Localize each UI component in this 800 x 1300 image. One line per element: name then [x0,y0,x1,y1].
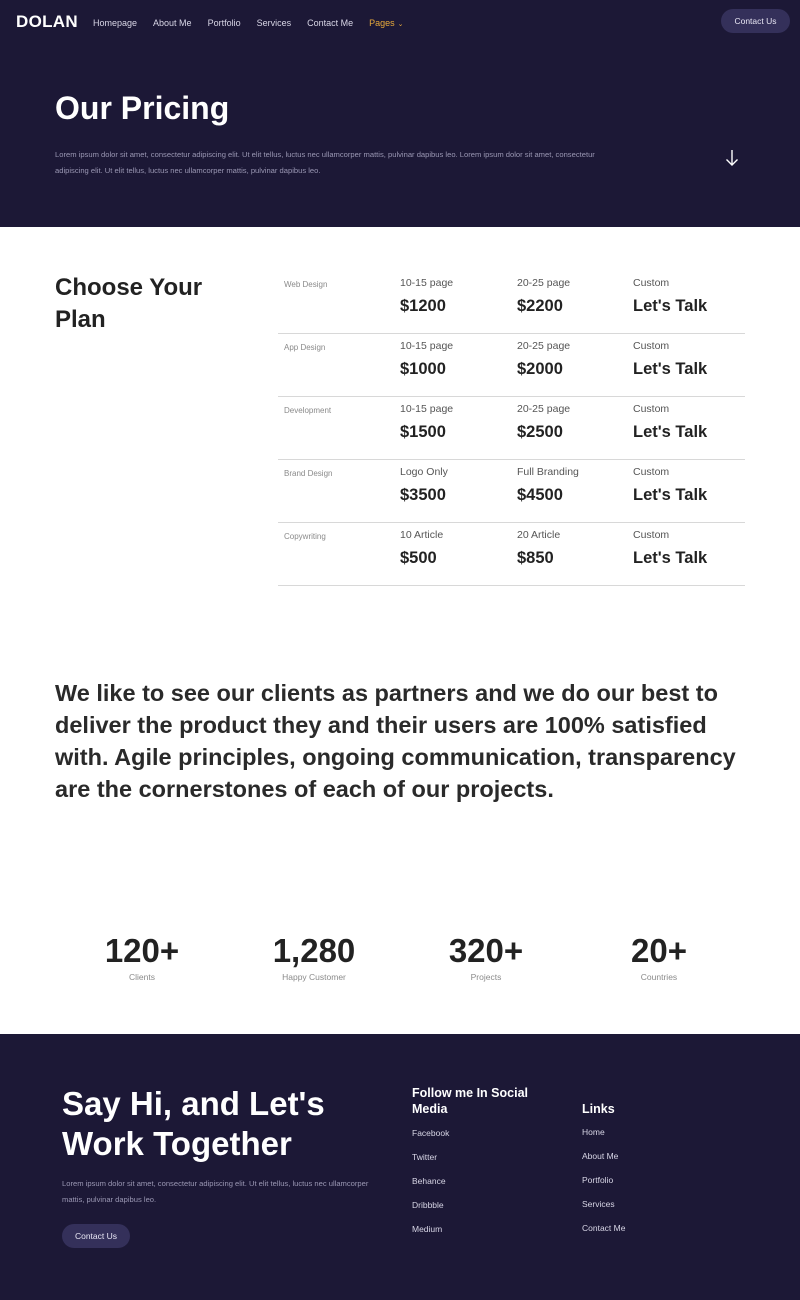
pricing-tier: 20 Article [517,529,561,541]
arrow-down-icon[interactable] [722,148,742,168]
pricing-tier: Full Branding [517,466,579,478]
footer-link-services[interactable]: Services [582,1199,615,1209]
pricing-tier: 20-25 page [517,277,571,289]
pricing-option [633,340,707,379]
social-link-dribbble[interactable]: Dribbble [412,1200,444,1210]
pricing-option [517,403,570,442]
footer [0,1034,800,1300]
footer-links-list [582,1126,625,1246]
pricing-amount: $1200 [400,297,446,315]
footer-link-home[interactable]: Home [582,1127,605,1137]
pricing-category: Development [284,406,332,415]
pricing-tier: Custom [633,277,670,289]
stat-label: Happy Customer [282,972,346,982]
stat-label: Projects [470,972,502,982]
pricing-option [517,340,570,379]
stat-value: 1,280 [272,932,356,969]
stat-projects [406,932,566,982]
contact-us-button[interactable]: Contact Us [721,9,790,33]
pricing-option [633,466,707,505]
pricing-category: Copywriting [284,532,326,541]
stat-clients [62,932,222,982]
footer-contact-us-button[interactable]: Contact Us [62,1224,130,1248]
logo[interactable]: DOLAN [16,12,78,31]
pricing-option [400,403,453,442]
pricing-amount: $1000 [400,360,446,378]
pricing-category: Web Design [284,280,328,289]
pricing-tier: 20-25 page [517,340,571,352]
pricing-table [278,271,745,586]
pricing-amount: Let's Talk [633,360,708,378]
social-link-twitter[interactable]: Twitter [412,1152,438,1162]
pricing-row-app-design [278,334,745,397]
pricing-tier: 10 Article [400,529,444,541]
footer-link-about-me[interactable]: About Me [582,1151,619,1161]
links-heading: Links [582,1102,615,1116]
statement-text: We like to see our clients as partners and we do our best to deliver the product they and their users are 100% satisfied with. Agile principles, ongoing communication, transparency are the cornerstones of each of our projects. [55,680,736,802]
nav-item-contact-me[interactable]: Contact Me [307,18,354,28]
pricing-tier: 20-25 page [517,403,571,415]
pricing-option [633,529,707,568]
pricing-tier: Custom [633,340,670,352]
pricing-option [400,466,448,505]
stat-happy-customer [234,932,394,982]
chevron-down-icon: ⌄ [397,21,404,28]
pricing-option [517,277,570,316]
pricing-tier: Custom [633,529,670,541]
pricing-amount: Let's Talk [633,297,708,315]
social-link-medium[interactable]: Medium [412,1224,443,1234]
pricing-row-brand-design [278,460,745,523]
footer-title: Say Hi, and Let's Work Together [62,1085,325,1162]
pricing-tier: 10-15 page [400,340,454,352]
footer-link-contact-me[interactable]: Contact Me [582,1223,626,1233]
pricing-amount: $2500 [517,423,563,441]
nav-item-pages[interactable] [369,17,403,31]
pricing-option [633,403,707,442]
nav-item-pages-label: Pages [369,18,395,28]
pricing-category: App Design [284,343,326,352]
pricing-category: Brand Design [284,469,333,478]
pricing-amount: $850 [517,549,554,567]
pricing-amount: $2200 [517,297,563,315]
page-title: Our Pricing [55,90,230,126]
footer-description: Lorem ipsum dolor sit amet, consectetur adipiscing elit. Ut elit tellus, luctus nec ullamcorper mattis, pulvinar dapibus leo. [62,1179,369,1204]
pricing-tier: Logo Only [400,466,448,478]
stat-value: 20+ [631,932,687,969]
pricing-amount: Let's Talk [633,486,708,504]
pricing-row-web-design [278,271,745,334]
pricing-option [517,529,560,568]
stat-label: Clients [129,972,155,982]
pricing-tier: Custom [633,466,670,478]
hero-section [0,0,800,227]
pricing-tier: 10-15 page [400,403,454,415]
main-nav [93,17,420,31]
pricing-option [400,277,453,316]
pricing-tier: Custom [633,403,670,415]
stat-value: 120+ [104,932,180,969]
pricing-amount: $4500 [517,486,563,504]
pricing-amount: Let's Talk [633,549,708,567]
pricing-amount: $2000 [517,360,563,378]
nav-item-homepage[interactable]: Homepage [93,18,138,28]
stat-countries [579,932,739,982]
pricing-amount: $1500 [400,423,446,441]
nav-item-portfolio[interactable]: Portfolio [207,18,241,28]
pricing-option [400,529,443,568]
social-link-facebook[interactable]: Facebook [412,1128,450,1138]
pricing-option [400,340,453,379]
nav-item-about-me[interactable]: About Me [153,18,192,28]
pricing-title: Choose Your Plan [55,274,203,333]
pricing-tier: 10-15 page [400,277,454,289]
pricing-row-development [278,397,745,460]
pricing-row-copywriting [278,523,745,586]
pricing-amount: $3500 [400,486,446,504]
social-heading: Follow me In Social Media [412,1086,528,1116]
hero-description: Lorem ipsum dolor sit amet, consectetur adipiscing elit. Ut elit tellus, luctus nec ullamcorper mattis, pulvinar dapibus leo. Lorem ipsum dolor sit amet, consectetur adipiscing elit. Ut elit tellus, luctus nec ullamcorper mattis, pulvinar dapibus leo. [55,150,595,175]
pricing-amount: Let's Talk [633,423,708,441]
social-link-behance[interactable]: Behance [412,1176,446,1186]
nav-item-services[interactable]: Services [256,18,292,28]
social-links-list [412,1127,449,1247]
stat-value: 320+ [448,932,524,969]
pricing-amount: $500 [400,549,437,567]
pricing-option [517,466,579,505]
stat-label: Countries [640,972,678,982]
pricing-option [633,277,707,316]
footer-link-portfolio[interactable]: Portfolio [582,1175,614,1185]
